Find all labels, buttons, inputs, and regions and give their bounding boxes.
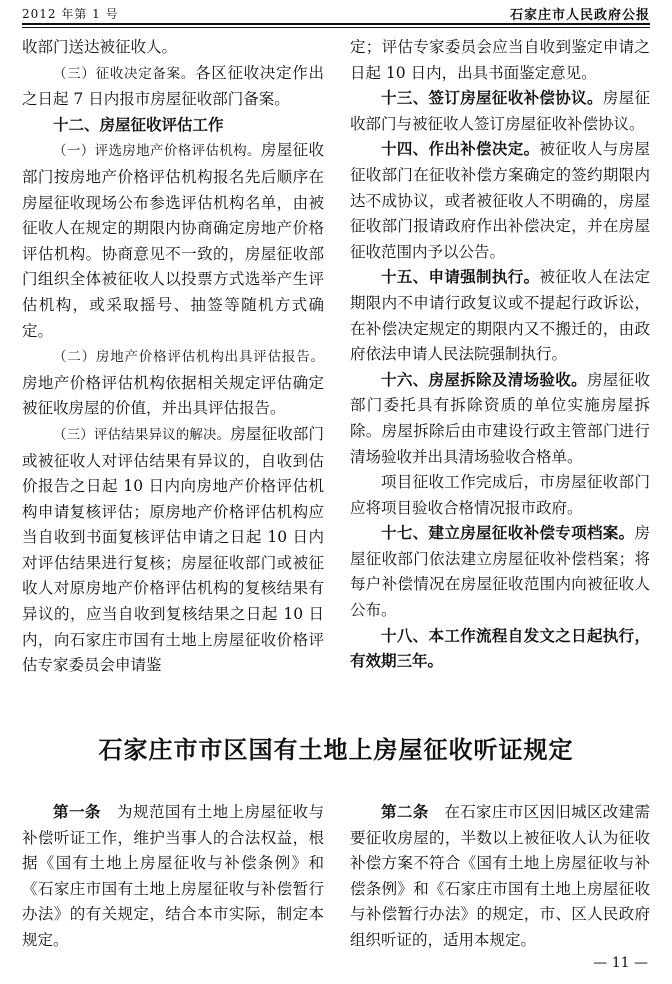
paragraph: 收部门送达被征收人。 (22, 38, 178, 56)
article-1-column (22, 800, 324, 954)
article-text: 为规范国有土地上房屋征收与补偿听证工作，维护当事人的合法权益，根据《国有土地上房屋征收与补偿条例》和《石家庄市国有土地上房屋征收与补偿暂行办法》的有关规定，结合本市实际，制定本规定。 (22, 803, 324, 949)
article-1 (22, 800, 324, 954)
document-title: 石家庄市市区国有土地上房屋征收听证规定 (98, 736, 574, 764)
paragraph-text: 房屋征收部门依法建立房屋征收补偿档案；将每户补偿情况在房屋征收范围内向被征收人公布。 (350, 524, 650, 620)
paragraph: 定；评估专家委员会应当自收到鉴定申请之日起 10 日内，出具书面鉴定意见。 (350, 38, 650, 82)
paragraph-text: 房地产价格评估机构依据相关规定评估确定被征收房屋的价值，并出具评估报告。 (22, 373, 324, 418)
section-heading: 十六、房屋拆除及清场验收。 (381, 370, 587, 389)
paragraph (22, 422, 324, 679)
paragraph (350, 368, 650, 470)
section-heading: 十二、房屋征收评估工作 (53, 115, 224, 134)
paragraph-text: 房屋征收部门委托具有拆除资质的单位实施房屋拆除。房屋拆除后由市建设行政主管部门进行清场验收并出具清场验收合格单。 (350, 370, 650, 466)
paragraph-text: 各区征收决定作出之日起 7 日内报市房屋征收部门备案。 (22, 63, 324, 109)
article-number: 第一条 (53, 803, 101, 821)
paragraph-text: 房屋征收部门或被征收人对评估结果有异议的，自收到估价报告之日起 10 日内向房地产价格评估机构申请复核评估；原房地产价格评估机构应当自收到书面复核评估申请之日起 10 日内对评估结果进行复核；房屋征收部门或被征收人对原房地产价格评估机构的复核结果有异议的，应当自收到复核结果之日起 10 日内，向石家庄市国有土地上房屋征收价格评估专家委员会申请鉴 (22, 424, 324, 675)
issue-label: 2012 年第 1 号 (22, 7, 119, 21)
section-heading: 十四、作出补偿决定。 (381, 140, 540, 159)
paragraph (350, 265, 650, 367)
paragraph-text: 房屋征收部门按房地产价格评估机构报名先后顺序在房屋征收现场公布参选评估机构名单，由被征收人在规定的期限内协商确定房地产价格评估机构。协商意见不一致的，房屋征收部门组织全体被征收人以投票方式选举产生评估机构，或采取摇号、抽签等随机方式确定。 (22, 141, 324, 340)
section-heading: 十三、签订房屋征收补偿协议。 (381, 89, 603, 108)
subheading: （一）评选房地产价格评估机构。 (53, 143, 261, 160)
paragraph (350, 86, 650, 137)
page-header (22, 0, 650, 22)
article-2 (350, 800, 650, 954)
page-number: — 11 — (593, 955, 648, 971)
paragraph-text: 房屋征收部门与被征收人签订房屋征收补偿协议。 (350, 89, 650, 133)
subheading: （二）房地产价格评估机构出具评估报告。 (53, 349, 324, 366)
paragraph (22, 138, 324, 344)
right-column (350, 35, 650, 675)
article-number: 第二条 (381, 803, 429, 821)
article-2-column (350, 800, 650, 954)
paragraph-text: 被征收人与房屋征收部门在征收补偿方案确定的签约期限内达不成协议，或者被征收人不明确的，房屋征收部门报请政府作出补偿决定，并在房屋征收范围内予以公告。 (350, 140, 650, 261)
article-text: 在石家庄市区因旧城区改建需要征收房屋的，半数以上被征收人认为征收补偿方案不符合《国有土地上房屋征收与补偿条例》和《石家庄市国有土地上房屋征收与补偿暂行办法》的规定，市、区人民政府组织听证的，适用本规定。 (350, 803, 650, 949)
paragraph (350, 137, 650, 265)
subheading: （三）征收决定备案。 (53, 65, 196, 82)
paragraph: 项目征收工作完成后，市房屋征收部门应将项目验收合格情况报市政府。 (350, 473, 650, 517)
paragraph-text: 被征收人在法定期限内不申请行政复议或不提起行政诉讼，在补偿决定规定的期限内又不搬迁的，由政府依法申请人民法院强制执行。 (350, 268, 650, 364)
section-heading: 十八、本工作流程自发文之日起执行，有效期三年。 (350, 626, 650, 671)
paragraph (22, 344, 324, 422)
paragraph (22, 61, 324, 113)
subheading: （三）评估结果异议的解决。 (53, 426, 231, 443)
header-rule-thin (22, 27, 650, 28)
header-rule-thick (22, 23, 650, 25)
left-column (22, 35, 324, 679)
section-heading: 十七、建立房屋征收补偿专项档案。 (381, 524, 635, 543)
publication-title: 石家庄市人民政府公报 (509, 8, 650, 23)
section-heading: 十五、申请强制执行。 (381, 268, 540, 287)
paragraph (350, 521, 650, 623)
